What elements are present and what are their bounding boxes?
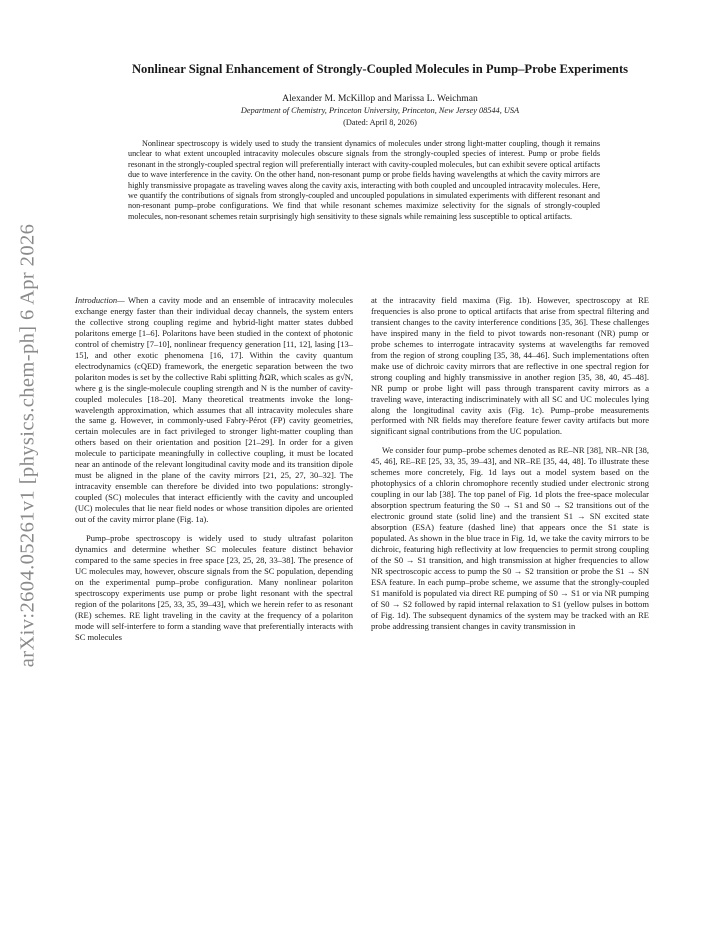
body-paragraph-2: Pump–probe spectroscopy is widely used to study ultrafast polariton dynamics and determine whether SC molecules feature distinct behavior compared to the same species in free space [23, 25, 28, 33–38]. The presence of UC molecules may, however, obscure signals from the SC population, depending on the experimental pump–probe configuration. Many nonlinear polariton spectroscopy experiments use pump or probe light resonant with the spectral region of the polaritons [25, 33, 35, 39–43], which we herein refer to as resonant (RE) schemes. RE light traveling in the cavity at the frequency of a polariton mode will self-interfere to form a standing wave that preferentially interacts with SC molecules (75, 533, 353, 642)
abstract: Nonlinear spectroscopy is widely used to study the transient dynamics of molecules under strong light-matter coupling, though it remains unclear to what extent uncoupled intracavity molecules obscure signals from the strongly-coupled species of interest. Pump or probe fields resonant in the strongly-coupled spectral region will preferentially interact with cavity-coupled molecules, but can exhibit severe optical artifacts due to wave interference in the cavity. On the other hand, non-resonant pump or probe fields having wavelengths at which the cavity mirrors are highly transmissive propagate as traveling waves along the cavity axis, interacting with both coupled and uncoupled intracavity molecules. Here, we quantify the contributions of signals from strongly-coupled and uncoupled populations in simulated experiments with different resonant and non-resonant pump–probe configurations. We find that while resonant schemes maximize selectivity for the signals of strongly-coupled molecules, non-resonant schemes retain surprisingly high sensitivity to these signals while remaining less susceptible to optical artifacts. (128, 139, 600, 221)
introduction-lead: Introduction— (75, 295, 125, 305)
left-column (75, 295, 353, 651)
body-paragraph-4: We consider four pump–probe schemes denoted as RE–NR [38], NR–NR [38, 45, 46], RE–RE [25, 33, 35, 39–43], and NR–RE [35, 44, 48]. To illustrate these schemes more concretely, Fig. 1d lays out a model system based on the photophysics of a chlorin chromophore recently studied under electronic strong coupling in our lab [38]. The top panel of Fig. 1d plots the free-space molecular absorption spectrum featuring the S0 → S1 and S0 → S2 transitions out of the electronic ground state (solid line) and the transient S1 → SN excited state absorption (ESA) feature (dashed line) that appears once the S1 state is populated. As shown in the blue trace in Fig. 1d, we take the cavity mirrors to be dichroic, featuring high reflectivity at low frequencies to permit strong coupling of the S0 → S1 transition, and high transmission at higher frequencies to allow NR spectroscopic access to pump the S0 → S2 transition or probe the S1 → SN ESA feature. In each pump–probe scheme, we assume that the strongly-coupled S1 manifold is populated via direct RE pumping of S0 → S1 or via NR pumping of S0 → S2 followed by rapid internal relaxation to S1 (yellow pulses in bottom of Fig. 1d). The subsequent dynamics of the system may be tracked with an RE probe addressing transient changes in cavity transmission in (371, 445, 649, 631)
body-paragraph-1 (75, 295, 353, 525)
arxiv-identifier-stamp (8, 210, 48, 680)
body-paragraph-3: at the intracavity field maxima (Fig. 1b). However, spectroscopy at RE frequencies is also prone to optical artifacts that arise from spectral filtering and transient changes to the cavity interference conditions [35, 36]. These challenges have inspired many in the field to pivot towards non-resonant (NR) pump or probe schemes to interrogate intracavity systems at wavelengths far removed from the region of strong coupling [35, 38, 44–46]. Such implementations often make use of dichroic cavity mirrors that are reflective in one spectral region for strong coupling and highly transmissive in another region [35, 38, 40, 45–48]. NR pump or probe light will pass through transparent cavity mirrors as a traveling wave, interacting indiscriminately with all SC and UC molecules lying along the longitudinal cavity axis (Fig. 1c). Pump–probe measurements performed with NR fields may therefore feature fewer cavity artifacts but more significant signal contributions from the UC population. (371, 295, 649, 437)
arxiv-identifier-text: arXiv:2604.05261v1 [physics.chem-ph] 6 Apr 2026 (16, 223, 39, 667)
paper-affiliation: Department of Chemistry, Princeton University, Princeton, New Jersey 08544, USA (240, 106, 520, 115)
body-paragraph-1-text: When a cavity mode and an ensemble of intracavity molecules exchange energy faster than their individual decay channels, the system enters the collective strong coupling regime and hybrid-light matter states dubbed polaritons emerge [1–6]. Polaritons have been studied in the context of photonic control of chemistry [7–10], nonlinear frequency generation [11, 12], lasing [13–15], and other exotic phenomena [16, 17]. Within the cavity quantum electrodynamics (cQED) framework, the energetic separation between the two polariton modes is set by the collective Rabi splitting ℏΩR, which scales as g√N, where g is the single-molecule coupling strength and N is the number of cavity-coupled molecules [18–20]. Many theoretical treatments invoke the long-wavelength approximation, which assumes that all intracavity molecules share the same g. However, in commonly-used Fabry-Pérot (FP) cavity geometries, certain molecules are in fact privileged to stronger light-matter coupling than others based on their orientation and position [21–29]. In order for a given molecule to participate meaningfully in collective coupling, it must be located near an antinode of the relevant longitudinal cavity mode and its transition dipole must be aligned in the plane of the cavity mirrors [21, 25, 27, 30–32]. The intracavity ensemble can therefore be divided into two populations: strongly-coupled (SC) molecules that interact efficiently with the cavity and uncoupled (UC) molecules that lie near field nodes or whose transition dipoles are oriented out of the cavity mirror plane (Fig. 1a). (75, 295, 353, 525)
right-column (371, 295, 649, 640)
paper-date: (Dated: April 8, 2026) (343, 118, 417, 127)
paper-authors: Alexander M. McKillop and Marissa L. Weichman (282, 93, 478, 104)
paper-title: Nonlinear Signal Enhancement of Strongly-Coupled Molecules in Pump–Probe Experiments (131, 62, 629, 76)
